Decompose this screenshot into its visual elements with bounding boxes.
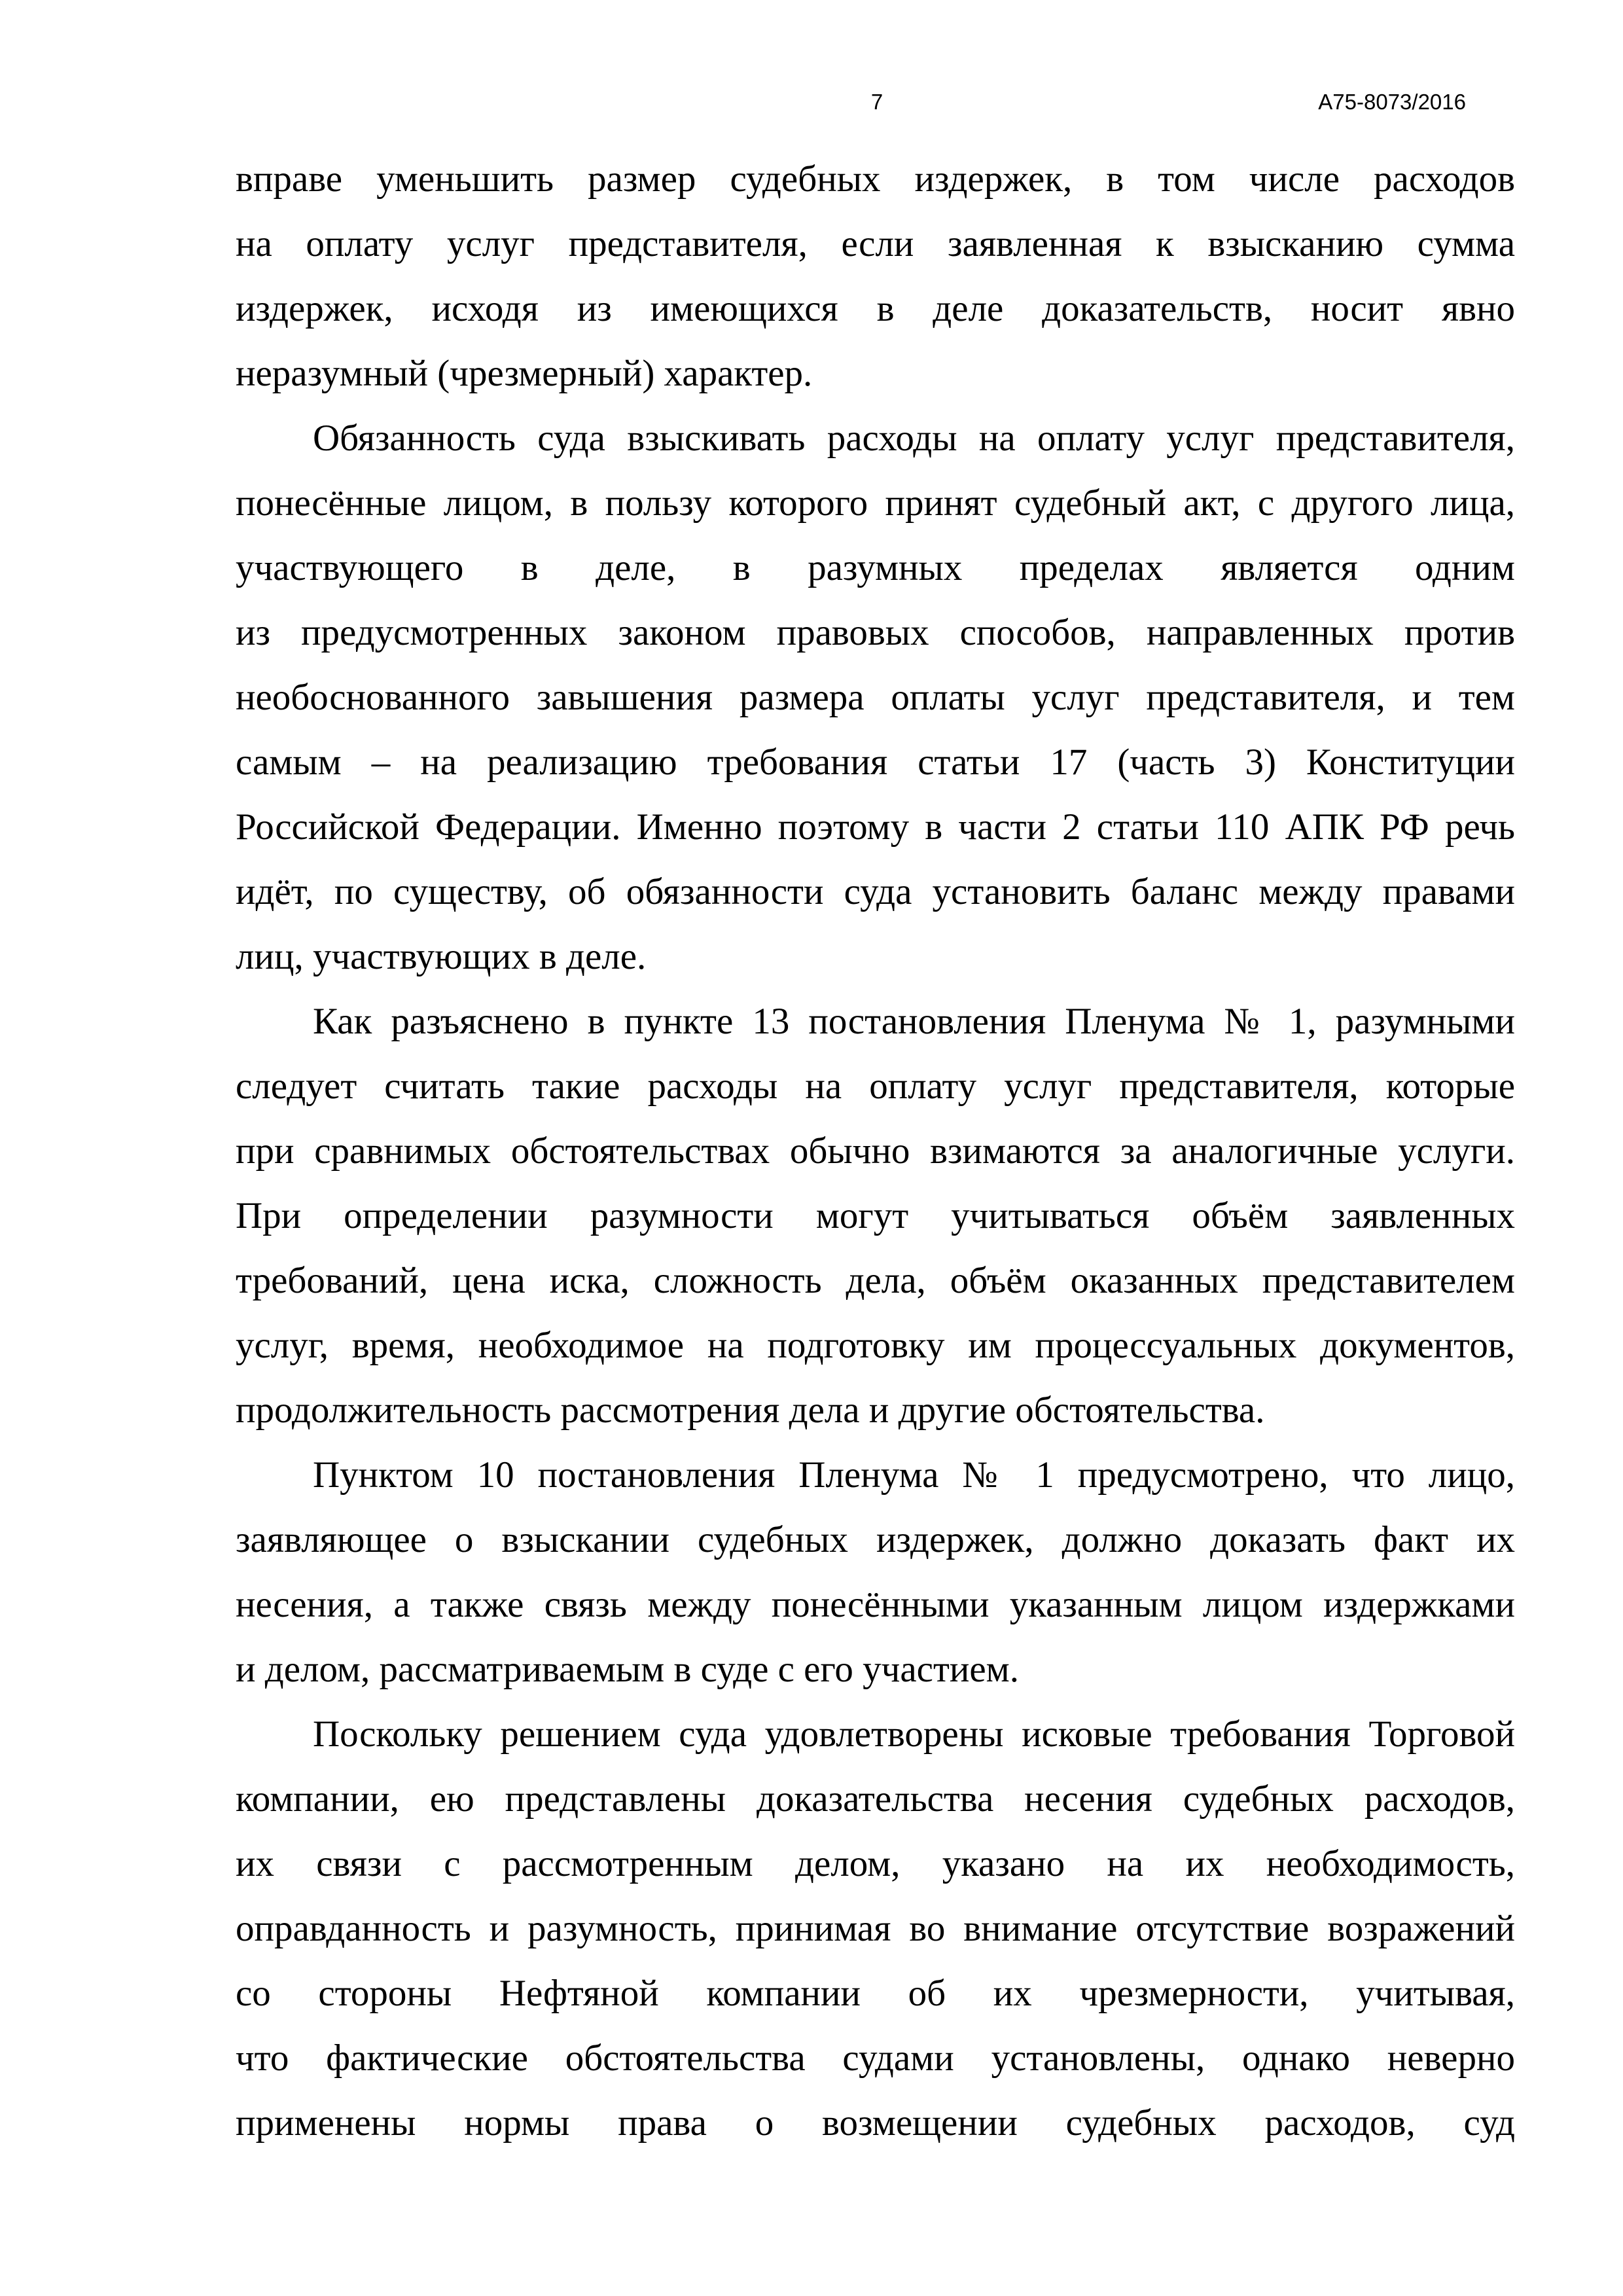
text-line: неразумный (чрезмерный) характер. — [236, 353, 813, 394]
text-line: самым – на реализацию требования статьи 17 (часть 3) Конституции — [236, 742, 1515, 783]
text-line: следует считать такие расходы на оплату услуг представителя, которые — [236, 1066, 1515, 1107]
text-line: Пунктом 10 постановления Пленума № 1 предусмотрено, что лицо, — [313, 1454, 1515, 1496]
document-body — [236, 147, 1515, 2155]
text-line: при сравнимых обстоятельствах обычно взимаются за аналогичные услуги. — [236, 1130, 1515, 1172]
paragraph — [236, 147, 1515, 406]
page-header — [0, 82, 1623, 122]
text-line: Как разъяснено в пункте 13 постановления Пленума № 1, разумными — [313, 1001, 1515, 1042]
text-line: и делом, рассматриваемым в суде с его участием. — [236, 1649, 1019, 1690]
text-line: компании, ею представлены доказательства несения судебных расходов, — [236, 1778, 1515, 1820]
page-number: 7 — [870, 90, 883, 114]
text-line: При определении разумности могут учитываться объём заявленных — [236, 1195, 1515, 1236]
text-line: вправе уменьшить размер судебных издержек, в том числе расходов — [236, 158, 1515, 200]
text-line: несения, а также связь между понесёнными указанным лицом издержками — [236, 1584, 1515, 1625]
text-line: идёт, по существу, об обязанности суда установить баланс между правами — [236, 871, 1515, 912]
text-line: со стороны Нефтяной компании об их чрезмерности, учитывая, — [236, 1973, 1515, 2014]
text-line: услуг, время, необходимое на подготовку им процессуальных документов, — [236, 1325, 1515, 1366]
text-line: требований, цена иска, сложность дела, объём оказанных представителем — [236, 1260, 1515, 1301]
text-line: оправданность и разумность, принимая во внимание отсутствие возражений — [236, 1908, 1515, 1949]
paragraph — [236, 1702, 1515, 2155]
text-line: издержек, исходя из имеющихся в деле доказательств, носит явно — [236, 288, 1515, 329]
text-line: необоснованного завышения размера оплаты услуг представителя, и тем — [236, 677, 1515, 718]
text-line: участвующего в деле, в разумных пределах является одним — [236, 547, 1515, 588]
text-line: Российской Федерации. Именно поэтому в части 2 статьи 110 АПК РФ речь — [236, 806, 1515, 848]
text-line: что фактические обстоятельства судами установлены, однако неверно — [236, 2037, 1515, 2079]
text-line: применены нормы права о возмещении судебных расходов, суд — [236, 2102, 1515, 2144]
text-line: из предусмотренных законом правовых способов, направленных против — [236, 612, 1515, 653]
paragraph — [236, 1443, 1515, 1702]
text-line: понесённые лицом, в пользу которого принят судебный акт, с другого лица, — [236, 482, 1515, 524]
text-line: заявляющее о взыскании судебных издержек, должно доказать факт их — [236, 1519, 1515, 1560]
text-line: Обязанность суда взыскивать расходы на оплату услуг представителя, — [313, 418, 1515, 459]
text-line: лиц, участвующих в деле. — [236, 936, 647, 977]
case-number: А75-8073/2016 — [1318, 90, 1466, 114]
text-line: Поскольку решением суда удовлетворены исковые требования Торговой — [313, 1713, 1515, 1755]
text-line: на оплату услуг представителя, если заявленная к взысканию сумма — [236, 223, 1515, 264]
text-line: продолжительность рассмотрения дела и другие обстоятельства. — [236, 1390, 1265, 1431]
paragraph — [236, 989, 1515, 1443]
text-line: их связи с рассмотренным делом, указано на их необходимость, — [236, 1843, 1515, 1884]
paragraph — [236, 406, 1515, 989]
